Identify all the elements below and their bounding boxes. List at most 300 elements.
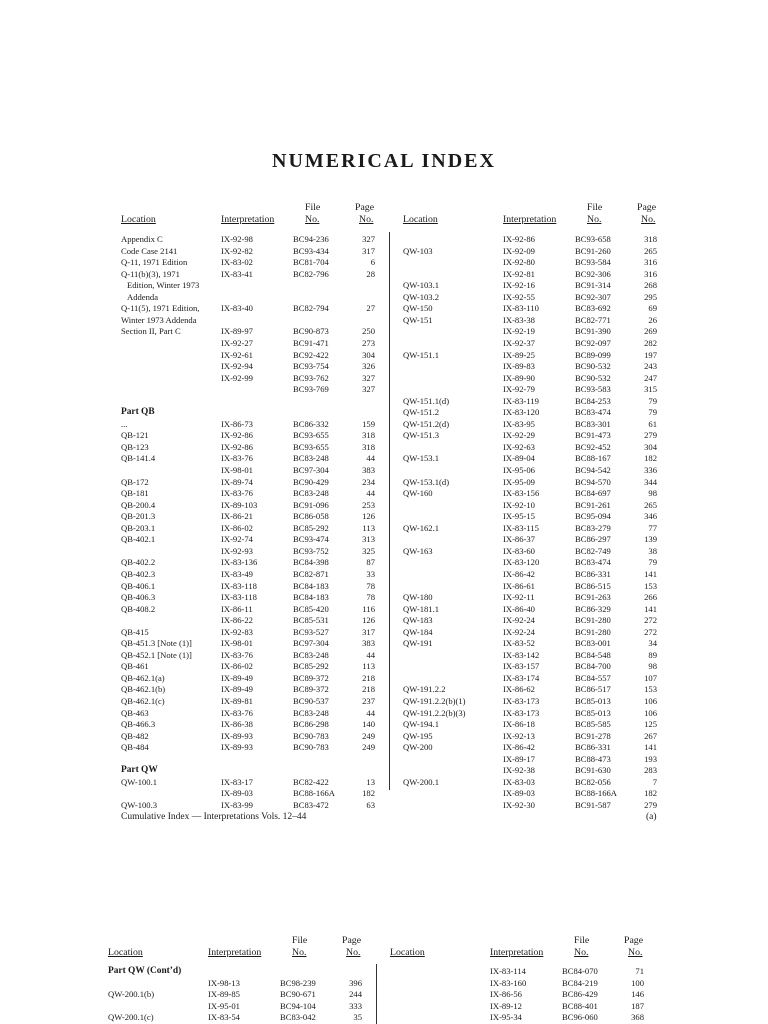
index-row [403,731,663,743]
interpretation-cell: IX-92-81 [503,268,535,279]
file-no-cell: BC89-372 [293,684,329,695]
header-page-top: Page [637,202,657,213]
header-interpretation: Interpretation [503,214,557,225]
file-no-cell: BC86-297 [575,534,611,545]
interpretation-cell: IX-92-99 [221,372,253,383]
interpretation-cell: IX-98-01 [221,465,253,475]
interpretation-cell: IX-92-80 [503,257,535,268]
page-no-cell: 272 [644,626,657,637]
index-row [121,453,381,465]
file-no-cell: BC91-278 [575,730,611,741]
location-cell: Q-11(b)(3), 1971 [121,268,180,279]
location-cell: QW-151.3 [403,430,440,441]
file-no-cell: BC95-094 [575,511,611,522]
page-no-cell: 98 [648,488,657,499]
page-no-cell: 125 [644,719,657,730]
file-no-cell: BC93-434 [293,245,329,256]
index-row [121,523,381,535]
file-no-cell: BC85-292 [293,522,329,533]
file-no-cell: BC83-301 [575,418,611,429]
index-row [121,800,381,812]
file-no-cell: BC94-570 [575,476,611,487]
interpretation-cell: IX-86-38 [221,719,253,730]
file-no-cell: BC83-001 [575,638,611,649]
file-no-cell: BC93-754 [293,361,329,372]
index-row [403,257,663,269]
file-no-cell: BC97-304 [293,638,329,649]
file-no-cell: BC86-515 [575,580,611,591]
page2-header-right [390,935,650,961]
location-cell: Q-11(5), 1971 Edition, [121,303,200,314]
file-no-cell: BC89-099 [575,349,611,360]
index-row [403,627,663,639]
index-row [403,407,663,419]
file-no-cell: BC96-060 [562,1012,598,1023]
index-row [121,569,381,581]
index-row [403,592,663,604]
page-no-cell: 182 [644,453,657,464]
location-cell: QB-461 [121,661,149,672]
file-no-cell: BC91-587 [575,799,611,810]
page-no-cell: 237 [362,696,375,706]
interpretation-cell: IX-86-42 [503,568,535,579]
page-no-cell: 383 [362,465,375,475]
file-no-cell: BC93-583 [575,384,611,395]
index-row [121,477,381,489]
interpretation-cell: IX-83-76 [221,488,253,499]
file-no-cell: BC82-794 [293,303,329,314]
file-no-cell: BC83-692 [575,303,611,314]
file-no-cell: BC93-658 [575,234,611,244]
location-cell: QW-150 [403,303,433,314]
interpretation-cell: IX-92-09 [503,245,535,256]
interpretation-cell: IX-89-49 [221,672,253,683]
header-interpretation: Interpretation [221,214,275,225]
interpretation-cell: IX-92-86 [221,430,253,441]
file-no-cell: BC84-183 [293,592,329,603]
file-no-cell: BC88-167 [575,453,611,464]
interpretation-cell: IX-83-76 [221,707,253,718]
index-row [108,1012,368,1024]
file-no-cell: BC82-796 [293,268,329,279]
interpretation-cell: IX-95-15 [503,511,535,522]
index-row [108,1001,368,1013]
file-no-cell: BC93-655 [293,441,329,452]
interpretation-cell: IX-92-74 [221,534,253,545]
page-no-cell: 344 [644,476,657,487]
header-page-bottom: No. [641,214,656,225]
interpretation-cell: IX-89-93 [221,730,253,741]
location-cell: QB-402.1 [121,534,156,545]
location-cell: QB-452.1 [Note (1)] [121,649,192,660]
file-no-cell: BC85-585 [575,719,611,730]
header-location: Location [390,947,425,958]
location-cell: Section II, Part C [121,326,181,337]
interpretation-cell: IX-92-19 [503,326,535,337]
index-row [121,742,381,754]
location-cell: QW-191 [403,638,433,649]
header-left [121,202,381,228]
index-row [403,350,663,362]
location-cell: QW-180 [403,592,433,603]
index-row [390,989,650,1001]
page2-column-divider [376,964,377,1024]
index-row [121,592,381,604]
interpretation-cell: IX-92-13 [503,730,535,741]
file-no-cell: BC88-166A [293,788,336,799]
location-cell: QB-462.1(b) [121,684,166,695]
location-cell: QB-172 [121,476,149,487]
header-file-bottom: No. [574,947,589,958]
page-no-cell: 304 [362,349,375,360]
index-row [121,684,381,696]
index-row [403,684,663,696]
index-row [121,361,381,373]
file-no-cell: BC90-532 [575,361,611,372]
page-no-cell: 140 [362,719,375,730]
interpretation-cell: IX-92-11 [503,592,535,603]
page-no-cell: 279 [644,799,657,810]
interpretation-cell: IX-92-86 [221,441,253,452]
interpretation-cell: IX-92-24 [503,615,535,626]
file-no-cell: BC91-314 [575,280,611,291]
column-divider [389,232,390,790]
footer-right: (a) [646,812,657,822]
page-no-cell: 100 [631,977,644,988]
page-no-cell: 318 [362,430,375,441]
header-page-bottom: No. [628,947,643,958]
location-cell: Code Case 2141 [121,245,178,256]
page-no-cell: 38 [648,545,657,556]
interpretation-cell: IX-86-02 [221,661,253,672]
index-row [121,246,381,258]
index-row [403,234,663,246]
header-file-bottom: No. [587,214,602,225]
location-cell: QB-402.3 [121,568,156,579]
file-no-cell: BC86-332 [293,418,329,429]
section-heading [108,966,368,978]
index-row [121,292,381,304]
file-no-cell: BC91-280 [575,615,611,626]
index-row [121,326,381,338]
header-interpretation: Interpretation [490,947,544,958]
location-cell: QB-200.4 [121,499,156,510]
index-row [403,373,663,385]
interpretation-cell: IX-89-93 [221,742,253,753]
index-row [121,511,381,523]
file-no-cell: BC94-542 [575,465,611,475]
location-cell: Part QW [121,765,158,776]
file-no-cell: BC88-401 [562,1000,598,1011]
page-no-cell: 249 [362,742,375,753]
index-row [121,350,381,362]
interpretation-cell: IX-89-03 [503,788,535,799]
location-cell: QB-141.4 [121,453,156,464]
index-row [403,788,663,800]
page-no-cell: 77 [648,522,657,533]
interpretation-cell: IX-89-12 [490,1000,522,1011]
file-no-cell: BC84-070 [562,966,598,976]
index-row [121,615,381,627]
interpretation-cell: IX-86-61 [503,580,535,591]
file-no-cell: BC85-013 [575,696,611,706]
location-cell: QW-191.2.2(b)(3) [403,707,466,718]
location-cell: QB-402.2 [121,557,156,568]
location-cell: QW-153.1(d) [403,476,450,487]
interpretation-cell: IX-86-40 [503,603,535,614]
location-cell: QB-484 [121,742,149,753]
index-row [121,604,381,616]
page-no-cell: 69 [648,303,657,314]
page-no-cell: 282 [644,337,657,348]
page-no-cell: 87 [366,557,375,568]
index-row [121,777,381,789]
file-no-cell: BC83-474 [575,407,611,418]
index-row [121,488,381,500]
file-no-cell: BC92-097 [575,337,611,348]
interpretation-cell: IX-83-60 [503,545,535,556]
page-no-cell: 107 [644,672,657,683]
index-row [121,581,381,593]
index-row [403,477,663,489]
interpretation-cell: IX-83-41 [221,268,253,279]
interpretation-cell: IX-83-174 [503,672,540,683]
header-page-bottom: No. [359,214,374,225]
index-row [403,430,663,442]
file-no-cell: BC84-557 [575,672,611,683]
interpretation-cell: IX-89-85 [208,989,240,1000]
interpretation-cell: IX-89-49 [221,684,253,695]
index-row [121,661,381,673]
file-no-cell: BC90-783 [293,742,329,753]
index-row [121,280,381,292]
header-interpretation: Interpretation [208,947,262,958]
interpretation-cell: IX-83-03 [503,776,535,787]
header-location: Location [121,214,156,225]
file-no-cell: BC84-697 [575,488,611,499]
index-row [121,638,381,650]
interpretation-cell: IX-83-38 [503,314,535,325]
interpretation-cell: IX-83-110 [503,303,539,314]
index-row [403,581,663,593]
file-no-cell: BC91-096 [293,499,329,510]
file-no-cell: BC86-331 [575,742,611,753]
location-cell: QB-482 [121,730,149,741]
file-no-cell: BC86-517 [575,684,611,695]
page-no-cell: 234 [362,476,375,487]
location-cell: Part QW (Cont’d) [108,966,182,976]
index-row [121,465,381,477]
location-cell: QW-191.2.2 [403,684,446,695]
file-no-cell: BC88-473 [575,753,611,764]
page-no-cell: 253 [362,499,375,510]
file-no-cell: BC91-261 [575,499,611,510]
interpretation-cell: IX-95-34 [490,1012,522,1023]
interpretation-cell: IX-83-156 [503,488,540,499]
page-no-cell: 79 [648,557,657,568]
file-no-cell: BC91-263 [575,592,611,603]
index-row [403,673,663,685]
file-no-cell: BC91-260 [575,245,611,256]
interpretation-cell: IX-95-01 [208,1000,240,1011]
location-cell: QW-151.1 [403,349,440,360]
file-no-cell: BC84-183 [293,580,329,591]
file-no-cell: BC93-584 [575,257,611,268]
index-row [403,604,663,616]
index-row [121,257,381,269]
header-page-top: Page [355,202,375,213]
index-row [403,800,663,812]
interpretation-cell: IX-86-18 [503,719,535,730]
location-cell: QW-103 [403,245,433,256]
page-no-cell: 146 [631,989,644,1000]
location-cell: QB-408.2 [121,603,156,614]
page-no-cell: 159 [362,418,375,429]
index-row [403,615,663,627]
location-cell: QB-203.1 [121,522,156,533]
file-no-cell: BC82-422 [293,776,329,787]
index-row [403,419,663,431]
page-no-cell: 26 [648,314,657,325]
page-no-cell: 265 [644,499,657,510]
interpretation-cell: IX-83-118 [221,592,257,603]
interpretation-cell: IX-92-82 [221,245,253,256]
interpretation-cell: IX-83-118 [221,580,257,591]
page-no-cell: 139 [644,534,657,545]
interpretation-cell: IX-92-63 [503,441,535,452]
index-row [390,966,650,978]
interpretation-cell: IX-83-40 [221,303,253,314]
page-no-cell: 141 [644,603,657,614]
index-row [403,742,663,754]
interpretation-cell: IX-83-02 [221,257,253,268]
interpretation-cell: IX-89-83 [503,361,535,372]
index-row [403,442,663,454]
file-no-cell: BC83-279 [575,522,611,533]
interpretation-cell: IX-86-42 [503,742,535,753]
file-no-cell: BC85-292 [293,661,329,672]
page-no-cell: 268 [644,280,657,291]
page-no-cell: 98 [648,661,657,672]
location-cell: QW-183 [403,615,433,626]
interpretation-cell: IX-92-24 [503,626,535,637]
location-cell: QW-100.1 [121,776,158,787]
file-no-cell: BC90-532 [575,372,611,383]
index-row [403,246,663,258]
page-no-cell: 153 [644,580,657,591]
file-no-cell: BC92-306 [575,268,611,279]
location-cell: QW-162.1 [403,522,440,533]
page-no-cell: 266 [644,592,657,603]
file-no-cell: BC85-420 [293,603,329,614]
page-no-cell: 273 [362,337,375,348]
interpretation-cell: IX-92-16 [503,280,535,291]
page-no-cell: 317 [362,245,375,256]
page-no-cell: 316 [644,268,657,279]
file-no-cell: BC93-762 [293,372,329,383]
file-no-cell: BC84-219 [562,977,598,988]
file-no-cell: BC94-236 [293,234,329,244]
file-no-cell: BC92-452 [575,441,611,452]
index-row [390,1012,650,1024]
page-title: NUMERICAL INDEX [272,150,496,172]
file-no-cell: BC82-771 [575,314,611,325]
file-no-cell: BC91-630 [575,765,611,776]
location-cell: QW-151.2(d) [403,418,450,429]
index-row [121,627,381,639]
interpretation-cell: IX-86-37 [503,534,535,545]
page-no-cell: 396 [349,977,362,988]
page-no-cell: 197 [644,349,657,360]
file-no-cell: BC84-253 [575,395,611,406]
page-no-cell: 318 [362,441,375,452]
interpretation-cell: IX-83-114 [490,966,526,976]
page-no-cell: 346 [644,511,657,522]
interpretation-cell: IX-83-120 [503,557,540,568]
location-cell: QW-184 [403,626,433,637]
file-no-cell: BC86-331 [575,568,611,579]
location-cell: Appendix C [121,234,163,244]
page-no-cell: 7 [652,776,657,787]
file-no-cell: BC82-871 [293,568,329,579]
page-no-cell: 106 [644,707,657,718]
interpretation-cell: IX-83-52 [503,638,535,649]
index-row [403,777,663,789]
page-no-cell: 304 [644,441,657,452]
file-no-cell: BC93-752 [293,545,329,556]
page-no-cell: 279 [644,430,657,441]
header-file-top: File [292,935,308,946]
interpretation-cell: IX-92-38 [503,765,535,776]
interpretation-cell: IX-83-54 [208,1012,240,1023]
index-row [403,280,663,292]
index-row [121,269,381,281]
index-row [403,708,663,720]
index-row [403,338,663,350]
index-row [121,650,381,662]
location-cell: QB-121 [121,430,149,441]
page-no-cell: 295 [644,291,657,302]
interpretation-cell: IX-89-90 [503,372,535,383]
interpretation-cell: IX-86-21 [221,511,253,522]
interpretation-cell: IX-92-93 [221,545,253,556]
index-row [121,500,381,512]
location-cell: QW-103.1 [403,280,440,291]
file-no-cell: BC90-537 [293,696,329,706]
interpretation-cell: IX-83-157 [503,661,540,672]
header-page-top: Page [342,935,362,946]
file-no-cell: BC83-474 [575,557,611,568]
file-no-cell: BC83-042 [280,1012,316,1023]
index-row [403,269,663,281]
location-cell: QB-415 [121,626,149,637]
file-no-cell: BC90-873 [293,326,329,337]
index-row [403,696,663,708]
index-row [121,234,381,246]
interpretation-cell: IX-89-74 [221,476,253,487]
index-row [121,430,381,442]
file-no-cell: BC85-013 [575,707,611,718]
location-cell: QB-462.1(c) [121,696,165,706]
location-cell: QB-406.1 [121,580,156,591]
page-no-cell: 44 [366,707,375,718]
index-row [403,638,663,650]
interpretation-cell: IX-83-120 [503,407,540,418]
interpretation-cell: IX-89-25 [503,349,535,360]
page-no-cell: 250 [362,326,375,337]
page-no-cell: 316 [644,257,657,268]
page-no-cell: 326 [362,361,375,372]
